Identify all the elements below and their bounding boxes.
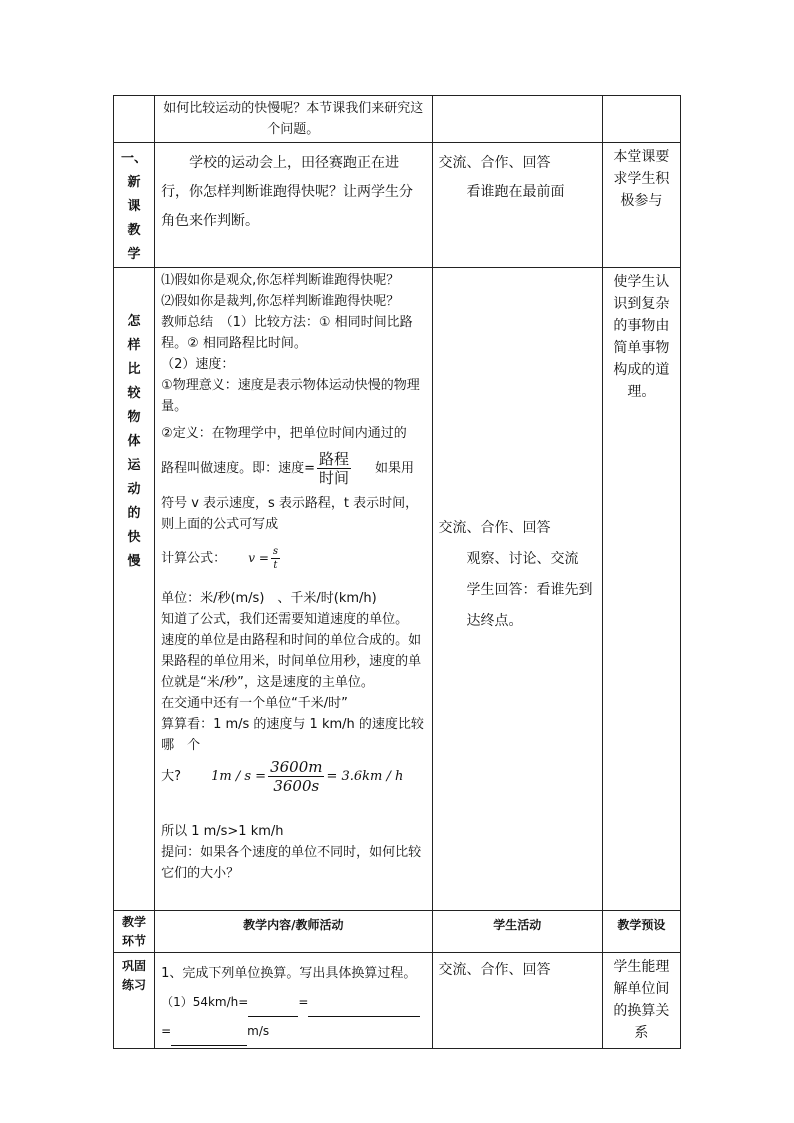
formula-line: 计算公式： v = $\frac{s}{t}$	[161, 546, 279, 571]
new-lesson-design: 本堂课要求学生积极参与	[602, 143, 680, 268]
compare-student: 交流、合作、回答 观察、讨论、交流 学生回答：看谁先到达终点。	[432, 268, 602, 911]
calc-fraction: $\frac{3600m}{3600s}$	[270, 758, 323, 795]
practice-item-cont: = m/s	[161, 1017, 425, 1046]
definition-fraction: $\frac{\text{路程}}{\text{时间}}$	[318, 450, 349, 487]
new-lesson-student: 交流、合作、回答 看谁跑在最前面	[432, 143, 602, 268]
lesson-plan-table	[113, 95, 681, 1049]
calc-line: 大? 1m / s = $\frac{3600m}{3600s}$ = 3.6km / h	[161, 758, 404, 795]
compare-label: 怎 样 比 较 物 体 运 动 的 快 慢	[114, 268, 155, 911]
header-design: 教学预设	[602, 911, 680, 953]
header-row	[114, 911, 681, 953]
compare-content: ⑴假如你是观众,你怎样判断谁跑得快呢？ ⑵假如你是裁判,你怎样判断谁跑得快呢？ 教师总结 （1）比较方法：① 相同时间比路程。② 相同路程比时间。 （2）速度： ①物理意义：速度是表示物体运动快慢的物理量。 ②定义：在物理学中，把单位时间内通过的 路程叫做速度。即：速度= $\frac{\text{路程}}{\text{时间}}$ 如果用 符号 v 表示速度，s 表示路程，t 表示时间，则上面的公式可写成 计算公式： v = $\frac{s}{t}$ 单位：米/秒(m/s) 、千米/时(km/h) 知道了公式，我们还需要知道速度的单位。 速度的单位是由路程和时间的单位合成的。如果路程的单位用米，时间单位用秒，速度的单位就是“米/秒”，这是速度的主单位。 在交通中还有一个单位“千米/时” 算算看：1 m/s 的速度与 1 km/h 的速度比较哪 个 大? 1m / s = $\frac{3600m}{3600s}$ = 3.6km / h 所以 1 m/s>1 km/h 提问：如果各个速度的单位不同时，如何比较它们的大小？	[155, 268, 432, 911]
header-content: 教学内容/教师活动	[155, 911, 432, 953]
compare-design: 使学生认识到复杂的事物由简单事物构成的道理。	[602, 268, 680, 911]
practice-design: 学生能理解单位间的换算关系	[602, 953, 680, 1049]
practice-content: 1、完成下列单位换算。写出具体换算过程。 （1）54km/h= = = m/s	[155, 953, 432, 1049]
header-student: 学生活动	[432, 911, 602, 953]
new-lesson-content: 学校的运动会上，田径赛跑正在进行，你怎样判断谁跑得快呢？让两学生分角色来作判断。	[155, 143, 432, 268]
definition-line: 路程叫做速度。即：速度= $\frac{\text{路程}}{\text{时间}}$ 如果用	[161, 450, 414, 487]
practice-student: 交流、合作、回答	[432, 953, 602, 1049]
intro-design-cell	[602, 96, 680, 143]
intro-content-cell	[155, 96, 432, 143]
practice-row	[114, 953, 681, 1049]
compare-row	[114, 268, 681, 911]
header-phase: 教学 环节	[114, 911, 155, 953]
practice-item: （1）54km/h= =	[161, 988, 425, 1017]
intro-text: 如何比较运动的快慢呢？本节课我们来研究这个问题。	[163, 101, 424, 137]
new-lesson-label: 一、 新 课 教 学	[114, 143, 155, 268]
practice-label: 巩固 练习	[114, 953, 155, 1049]
intro-student-cell	[432, 96, 602, 143]
formula-fraction: $\frac{s}{t}$	[272, 546, 279, 571]
intro-row	[114, 96, 681, 143]
new-lesson-row	[114, 143, 681, 268]
intro-label-cell	[114, 96, 155, 143]
